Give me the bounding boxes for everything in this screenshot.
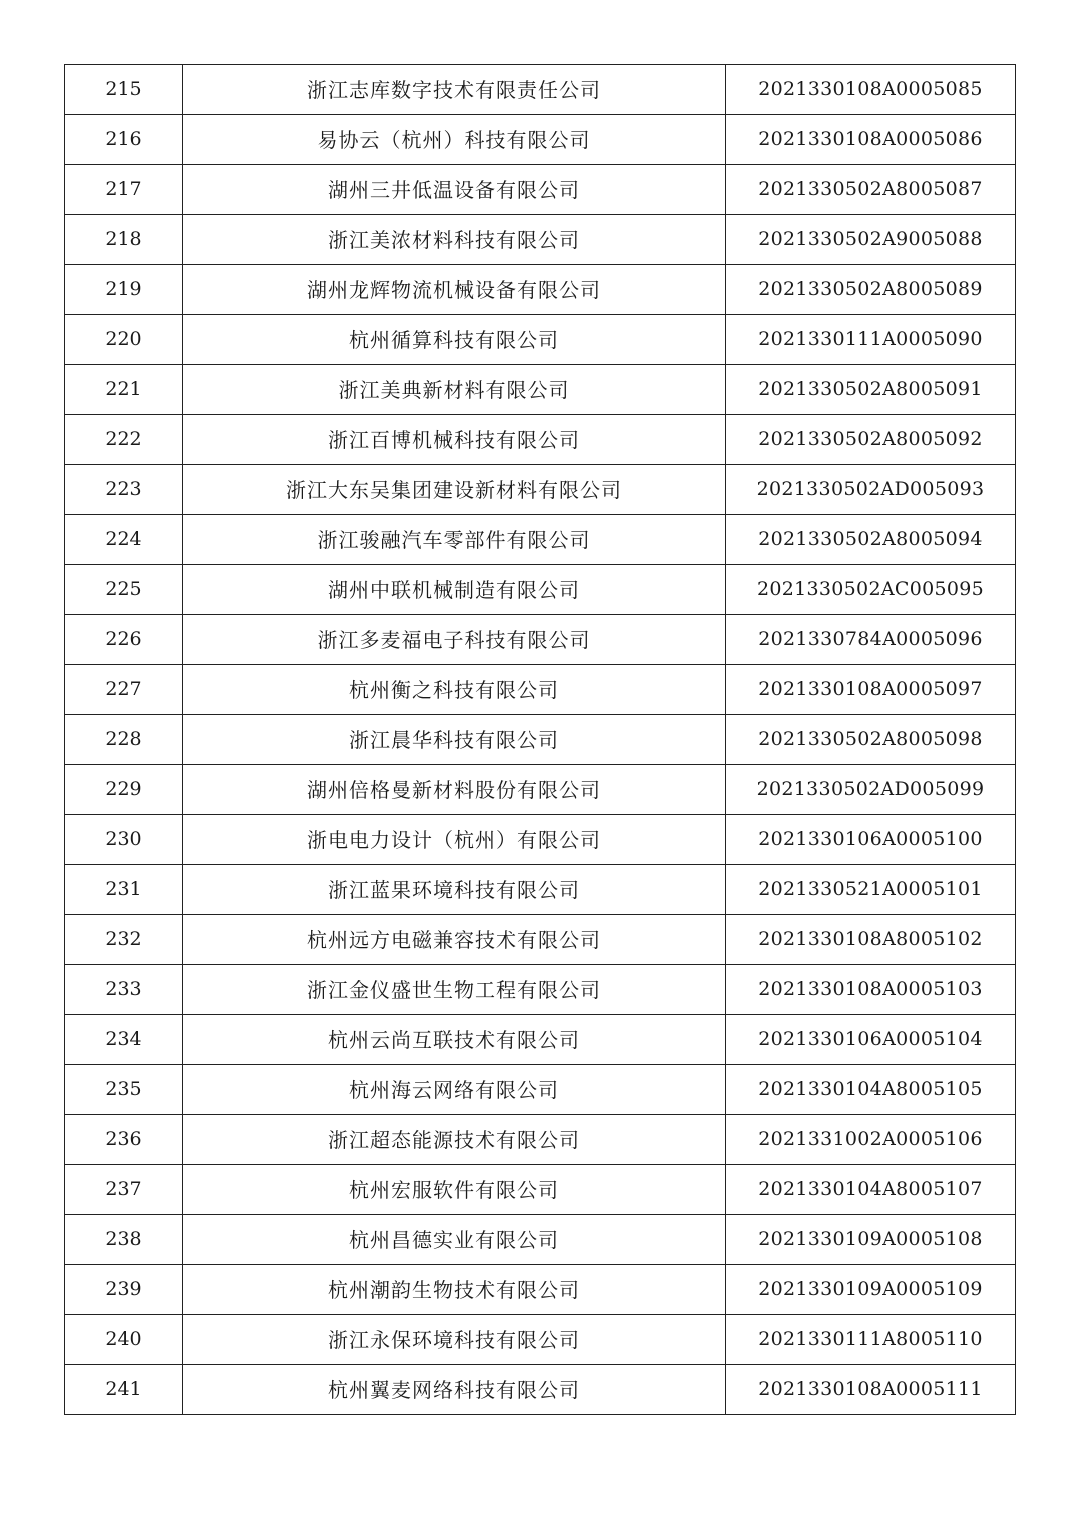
table-row [65, 815, 1016, 865]
registration-code-cell: 2021330111A8005110 [726, 1315, 1016, 1365]
row-number-cell: 240 [65, 1315, 183, 1365]
table-row [65, 765, 1016, 815]
company-name-cell: 浙江百博机械科技有限公司 [183, 415, 726, 465]
company-name-cell: 杭州宏服软件有限公司 [183, 1165, 726, 1215]
registration-code-cell: 2021330108A0005111 [726, 1365, 1016, 1415]
row-number-cell: 222 [65, 415, 183, 465]
row-number-cell: 224 [65, 515, 183, 565]
table-row [65, 715, 1016, 765]
registration-code-cell: 2021330109A0005109 [726, 1265, 1016, 1315]
table-row [65, 165, 1016, 215]
company-name-cell: 杭州翼麦网络科技有限公司 [183, 1365, 726, 1415]
table-row [65, 1215, 1016, 1265]
registration-code-cell: 2021330502A8005094 [726, 515, 1016, 565]
company-name-cell: 杭州循算科技有限公司 [183, 315, 726, 365]
company-name-cell: 杭州潮韵生物技术有限公司 [183, 1265, 726, 1315]
company-name-cell: 浙电电力设计（杭州）有限公司 [183, 815, 726, 865]
table-row [65, 1365, 1016, 1415]
company-name-cell: 杭州海云网络有限公司 [183, 1065, 726, 1115]
registration-code-cell: 2021330502AC005095 [726, 565, 1016, 615]
table-row [65, 1315, 1016, 1365]
row-number-cell: 238 [65, 1215, 183, 1265]
company-name-cell: 浙江美典新材料有限公司 [183, 365, 726, 415]
row-number-cell: 218 [65, 215, 183, 265]
row-number-cell: 237 [65, 1165, 183, 1215]
registration-code-cell: 2021330502A9005088 [726, 215, 1016, 265]
table-row [65, 1165, 1016, 1215]
company-name-cell: 杭州衡之科技有限公司 [183, 665, 726, 715]
table-body [65, 65, 1016, 1415]
row-number-cell: 235 [65, 1065, 183, 1115]
table-row [65, 1015, 1016, 1065]
row-number-cell: 226 [65, 615, 183, 665]
row-number-cell: 236 [65, 1115, 183, 1165]
company-name-cell: 易协云（杭州）科技有限公司 [183, 115, 726, 165]
table-row [65, 965, 1016, 1015]
registration-code-cell: 2021330109A0005108 [726, 1215, 1016, 1265]
company-name-cell: 浙江金仪盛世生物工程有限公司 [183, 965, 726, 1015]
table-row [65, 315, 1016, 365]
registration-code-cell: 2021330104A8005107 [726, 1165, 1016, 1215]
company-name-cell: 浙江多麦福电子科技有限公司 [183, 615, 726, 665]
row-number-cell: 225 [65, 565, 183, 615]
registration-code-cell: 2021330502AD005099 [726, 765, 1016, 815]
table-row [65, 515, 1016, 565]
row-number-cell: 230 [65, 815, 183, 865]
company-name-cell: 浙江超态能源技术有限公司 [183, 1115, 726, 1165]
row-number-cell: 215 [65, 65, 183, 115]
table-row [65, 415, 1016, 465]
company-name-cell: 浙江美浓材料科技有限公司 [183, 215, 726, 265]
registration-code-cell: 2021331002A0005106 [726, 1115, 1016, 1165]
row-number-cell: 234 [65, 1015, 183, 1065]
table-row [65, 465, 1016, 515]
company-name-cell: 浙江志库数字技术有限责任公司 [183, 65, 726, 115]
table-row [65, 565, 1016, 615]
company-name-cell: 浙江蓝果环境科技有限公司 [183, 865, 726, 915]
row-number-cell: 219 [65, 265, 183, 315]
row-number-cell: 233 [65, 965, 183, 1015]
table-row [65, 1265, 1016, 1315]
table-row [65, 365, 1016, 415]
table-row [65, 1115, 1016, 1165]
row-number-cell: 220 [65, 315, 183, 365]
table-row [65, 865, 1016, 915]
table-row [65, 215, 1016, 265]
registration-code-cell: 2021330111A0005090 [726, 315, 1016, 365]
registration-code-cell: 2021330502A8005092 [726, 415, 1016, 465]
row-number-cell: 216 [65, 115, 183, 165]
company-registration-table [64, 64, 1016, 1415]
company-name-cell: 湖州三井低温设备有限公司 [183, 165, 726, 215]
company-name-cell: 杭州云尚互联技术有限公司 [183, 1015, 726, 1065]
company-name-cell: 湖州倍格曼新材料股份有限公司 [183, 765, 726, 815]
registration-code-cell: 2021330108A0005086 [726, 115, 1016, 165]
table-row [65, 115, 1016, 165]
table-row [65, 265, 1016, 315]
table-row [65, 615, 1016, 665]
row-number-cell: 232 [65, 915, 183, 965]
row-number-cell: 223 [65, 465, 183, 515]
company-name-cell: 浙江骏融汽车零部件有限公司 [183, 515, 726, 565]
row-number-cell: 229 [65, 765, 183, 815]
registration-code-cell: 2021330104A8005105 [726, 1065, 1016, 1115]
table-row [65, 65, 1016, 115]
row-number-cell: 217 [65, 165, 183, 215]
company-name-cell: 浙江晨华科技有限公司 [183, 715, 726, 765]
table-row [65, 915, 1016, 965]
row-number-cell: 227 [65, 665, 183, 715]
registration-code-cell: 2021330502A8005098 [726, 715, 1016, 765]
registration-code-cell: 2021330108A8005102 [726, 915, 1016, 965]
company-name-cell: 湖州龙辉物流机械设备有限公司 [183, 265, 726, 315]
registration-code-cell: 2021330106A0005100 [726, 815, 1016, 865]
registration-code-cell: 2021330502A8005087 [726, 165, 1016, 215]
registration-code-cell: 2021330108A0005097 [726, 665, 1016, 715]
registration-code-cell: 2021330502AD005093 [726, 465, 1016, 515]
row-number-cell: 239 [65, 1265, 183, 1315]
row-number-cell: 241 [65, 1365, 183, 1415]
company-name-cell: 杭州远方电磁兼容技术有限公司 [183, 915, 726, 965]
table-row [65, 665, 1016, 715]
company-name-cell: 浙江永保环境科技有限公司 [183, 1315, 726, 1365]
registration-code-cell: 2021330108A0005103 [726, 965, 1016, 1015]
company-name-cell: 杭州昌德实业有限公司 [183, 1215, 726, 1265]
registration-code-cell: 2021330502A8005091 [726, 365, 1016, 415]
registration-code-cell: 2021330108A0005085 [726, 65, 1016, 115]
row-number-cell: 231 [65, 865, 183, 915]
registration-code-cell: 2021330521A0005101 [726, 865, 1016, 915]
table-row [65, 1065, 1016, 1115]
registration-code-cell: 2021330502A8005089 [726, 265, 1016, 315]
registration-code-cell: 2021330106A0005104 [726, 1015, 1016, 1065]
row-number-cell: 221 [65, 365, 183, 415]
registration-code-cell: 2021330784A0005096 [726, 615, 1016, 665]
row-number-cell: 228 [65, 715, 183, 765]
company-name-cell: 浙江大东吴集团建设新材料有限公司 [183, 465, 726, 515]
company-name-cell: 湖州中联机械制造有限公司 [183, 565, 726, 615]
